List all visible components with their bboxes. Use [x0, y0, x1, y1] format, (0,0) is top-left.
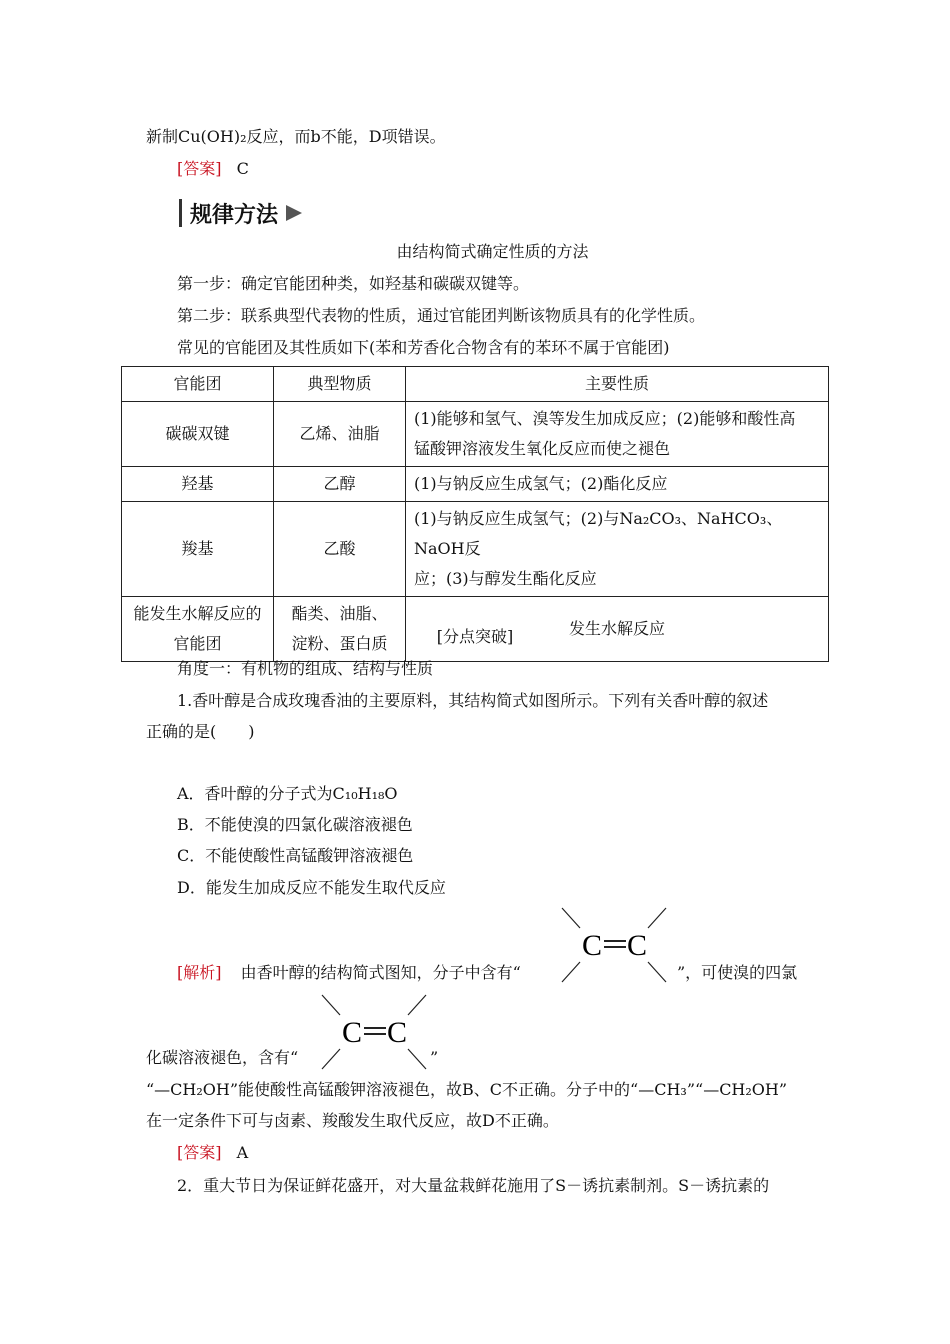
carbon-double-bond-structure	[320, 993, 430, 1071]
carbon-symbol: C	[387, 1016, 408, 1049]
header-cell: 官能团	[122, 367, 274, 402]
table-row	[122, 502, 829, 597]
angle-line: 角度一：有机物的组成、结构与性质	[177, 659, 434, 678]
carbon-double-bond-structure	[560, 906, 670, 984]
props-cell	[406, 402, 829, 467]
method-step2: 第二步：联系典型代表物的性质，通过官能团判断该物质具有的化学性质。	[177, 306, 706, 325]
answer-label: [答案]	[177, 159, 222, 178]
table-header-row	[122, 367, 829, 402]
answer-value: A	[236, 1143, 249, 1162]
analysis-line4: 在一定条件下可与卤素、羧酸发生取代反应，故D不正确。	[146, 1111, 559, 1130]
props-line: (1)与钠反应生成氢气；(2)与Na₂CO₃、NaHCO₃、NaOH反	[414, 509, 783, 558]
analysis-text: ”，可使溴的四氯	[677, 963, 798, 982]
method-step1: 第一步：确定官能团种类，如羟基和碳碳双键等。	[177, 274, 530, 293]
substance-line: 酯类、油脂、	[291, 604, 388, 623]
carbon-symbol: C	[342, 1016, 363, 1049]
continuation-text: 新制Cu(OH)₂反应，而b不能，D项错误。	[146, 127, 446, 146]
substance-cell: 乙醇	[274, 467, 406, 502]
carbon-symbol: C	[627, 929, 648, 962]
answer-line	[177, 1142, 248, 1164]
option-a: A．香叶醇的分子式为C₁₀H₁₈O	[177, 784, 398, 803]
question1-line2: 正确的是( )	[146, 722, 255, 741]
props-cell: (1)与钠反应生成氢气；(2)酯化反应	[406, 467, 829, 502]
substance-cell: 乙酸	[274, 502, 406, 597]
group-line: 官能团	[173, 634, 222, 653]
option-d: D．能发生加成反应不能发生取代反应	[177, 878, 446, 897]
header-bar	[179, 199, 182, 227]
answer-value: C	[236, 159, 249, 178]
group-cell: 羧基	[122, 502, 274, 597]
method-intro: 常见的官能团及其性质如下(苯和芳香化合物含有的苯环不属于官能团)	[177, 338, 670, 357]
analysis-text: ”	[430, 1048, 439, 1067]
header-cell: 典型物质	[274, 367, 406, 402]
carbon-symbol: C	[582, 929, 603, 962]
option-b: B．不能使溴的四氯化碳溶液褪色	[177, 815, 413, 834]
question1-line1: 1.香叶醇是合成玫瑰香油的主要原料，其结构简式如图所示。下列有关香叶醇的叙述	[177, 691, 769, 710]
answer-line	[177, 158, 249, 180]
props-line: 应；(3)与醇发生酯化反应	[414, 569, 597, 588]
analysis-line3: “—CH₂OH”能使酸性高锰酸钾溶液褪色，故B、C不正确。分子中的“—CH₃”“—CH₂OH”	[146, 1080, 788, 1099]
props-cell: 发生水解反应	[406, 597, 829, 662]
functional-group-table	[121, 366, 829, 662]
analysis-text: 化碳溶液褪色，含有“	[146, 1048, 299, 1067]
analysis-line1	[177, 962, 521, 984]
group-cell: 碳碳双键	[122, 402, 274, 467]
header-cell: 主要性质	[406, 367, 829, 402]
props-line: (1)能够和氢气、溴等发生加成反应；(2)能够和酸性高	[414, 409, 796, 428]
table-row	[122, 402, 829, 467]
answer-label: [答案]	[177, 1143, 222, 1162]
method-header	[179, 198, 304, 228]
method-header-text: 规律方法	[190, 202, 279, 228]
group-cell: 羟基	[122, 467, 274, 502]
method-title: 由结构简式确定性质的方法	[396, 242, 589, 261]
substance-cell: 乙烯、油脂	[274, 402, 406, 467]
props-line: 锰酸钾溶液发生氧化反应而使之褪色	[414, 439, 671, 458]
props-cell	[406, 502, 829, 597]
substance-line: 淀粉、蛋白质	[291, 634, 388, 653]
group-line: 能发生水解反应的	[133, 604, 262, 623]
breakthrough-heading: [分点突破]	[436, 627, 514, 646]
table-row	[122, 467, 829, 502]
analysis-label: [解析]	[177, 963, 222, 982]
play-arrow-icon	[284, 203, 304, 223]
question2-line1: 2．重大节日为保证鲜花盛开，对大量盆栽鲜花施用了S－诱抗素制剂。S－诱抗素的	[177, 1176, 770, 1195]
analysis-text: 由香叶醇的结构简式图知，分子中含有“	[240, 963, 521, 982]
option-c: C．不能使酸性高锰酸钾溶液褪色	[177, 846, 414, 865]
